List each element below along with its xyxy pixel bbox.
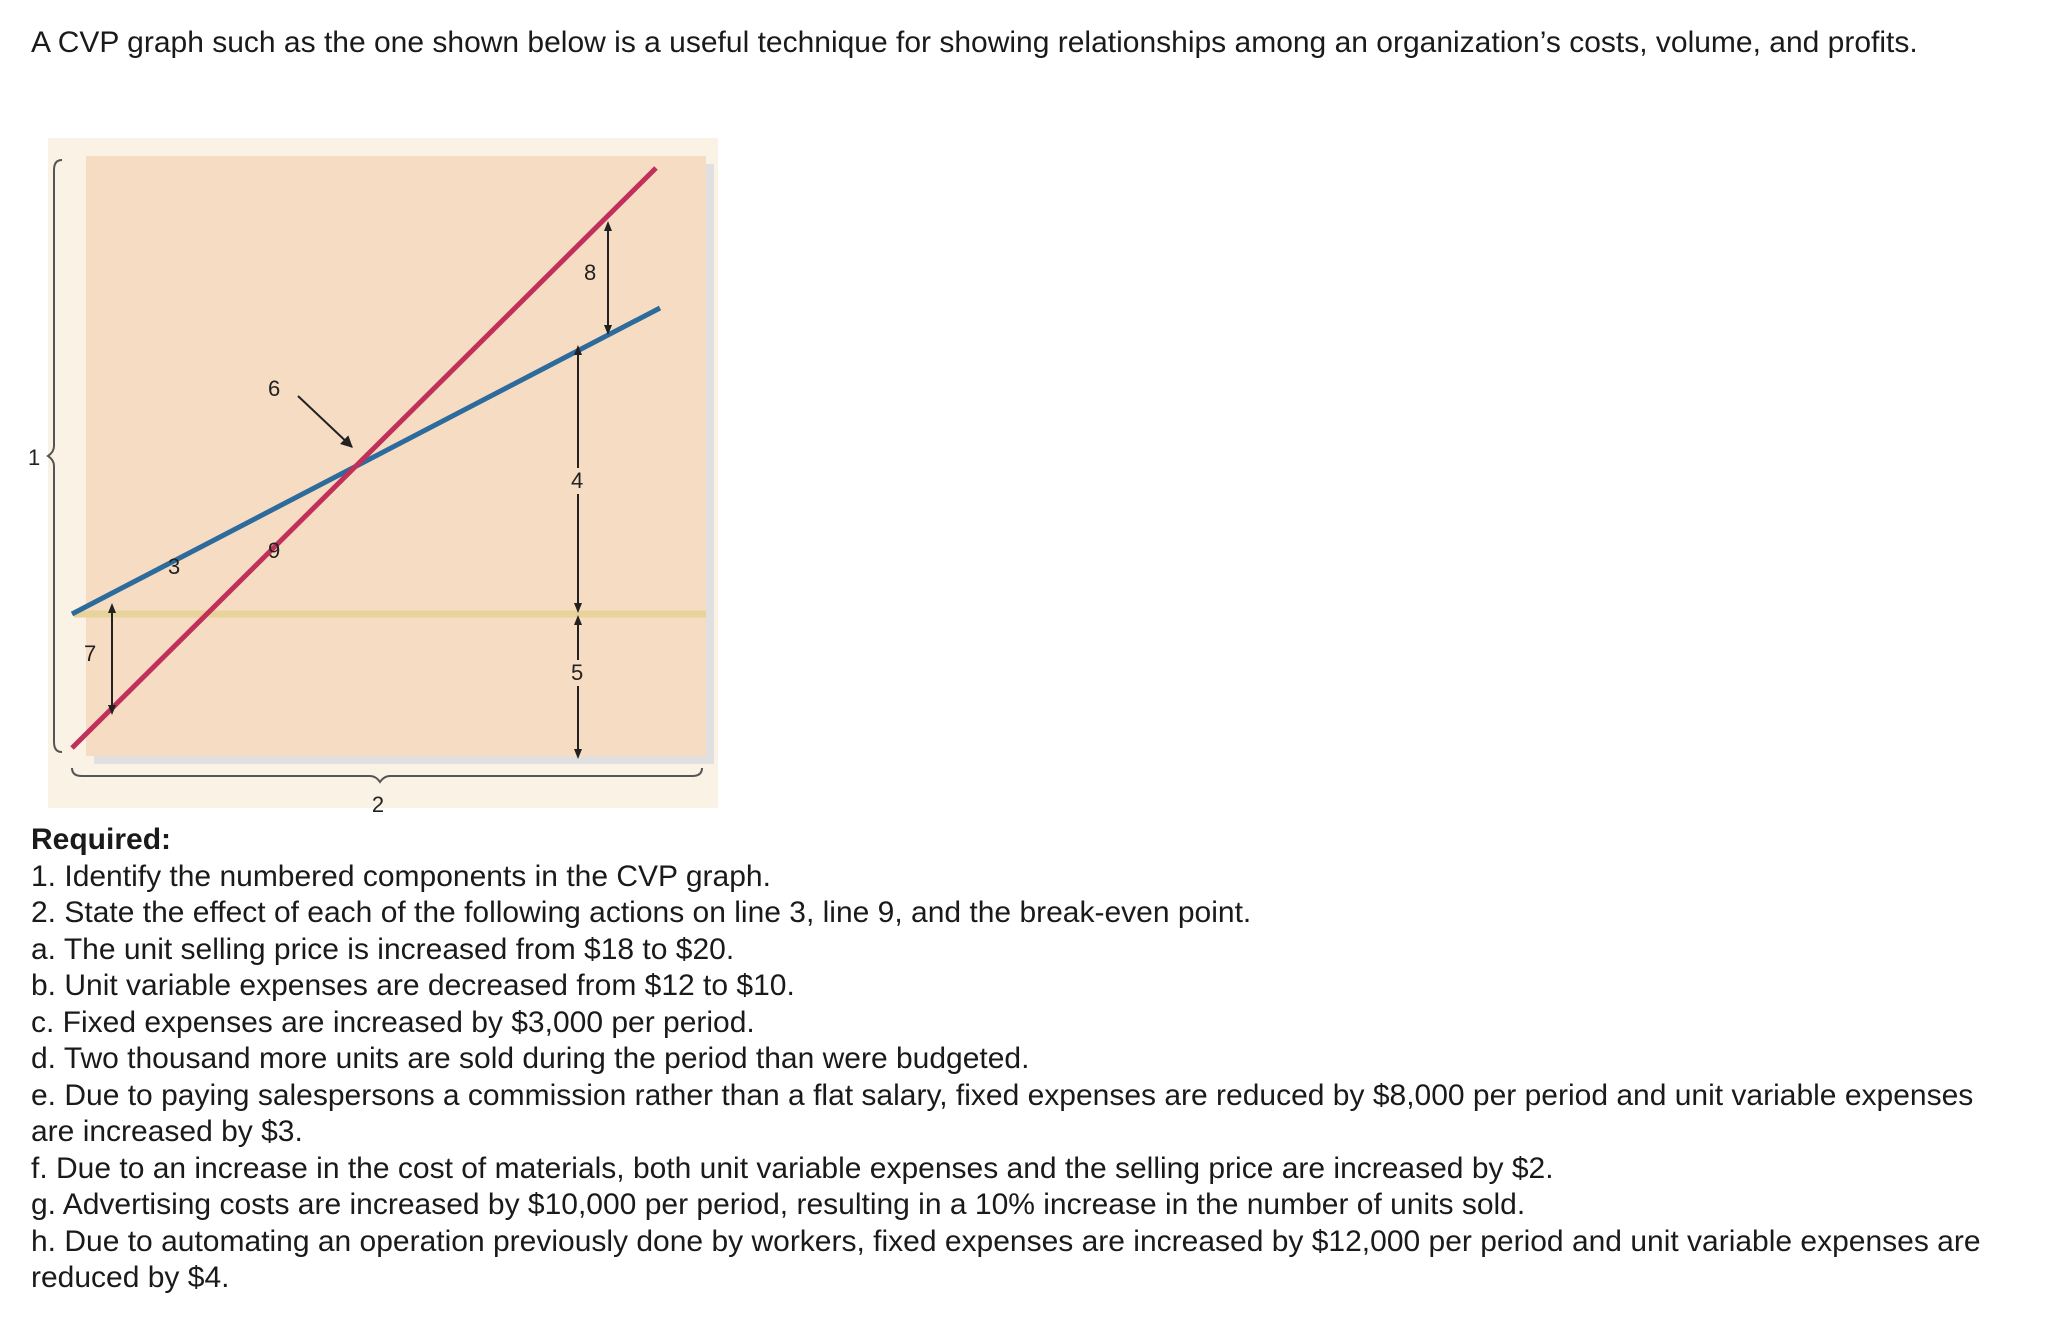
label-5: 5 [571, 660, 584, 685]
required-item: g. Advertising costs are increased by $10,000 per period, resulting in a 10% increase in the number of units sold. [31, 1188, 1526, 1221]
graph-shadow-right [706, 164, 714, 764]
label-9: 9 [268, 538, 281, 563]
label-7: 7 [84, 641, 97, 666]
label-6: 6 [268, 376, 281, 401]
label-8: 8 [584, 260, 597, 285]
required-section [31, 822, 1991, 1297]
graph-plot-area [86, 156, 706, 756]
cvp-graph-figure [0, 130, 740, 820]
label-1: 1 [28, 445, 41, 470]
required-item: b. Unit variable expenses are decreased from $12 to $10. [31, 969, 795, 1002]
required-item: 2. State the effect of each of the following actions on line 3, line 9, and the break-even point. [31, 896, 1252, 929]
label-2: 2 [371, 792, 385, 817]
intro-paragraph: A CVP graph such as the one shown below is a useful technique for showing relationships among an organization’s costs, volume, and profits. [31, 26, 1918, 59]
required-item: a. The unit selling price is increased from $18 to $20. [31, 932, 735, 966]
required-item: c. Fixed expenses are increased by $3,000 per period. [31, 1005, 755, 1039]
required-item: 1. Identify the numbered components in the CVP graph. [31, 859, 771, 893]
required-item: e. Due to paying salespersons a commission rather than a flat salary, fixed expenses are reduced by $8,000 per period and unit variable expenses are increased by $3. [31, 1078, 1974, 1148]
required-item: d. Two thousand more units are sold during the period than were budgeted. [31, 1042, 1030, 1075]
required-heading: Required: [31, 823, 172, 856]
graph-shadow-bottom [94, 756, 714, 764]
label-3: 3 [168, 554, 181, 579]
label-4: 4 [571, 468, 584, 493]
cvp-graph-svg [0, 130, 740, 820]
required-item: h. Due to automating an operation previously done by workers, fixed expenses are increased by $12,000 per period and unit variable expenses are reduced by $4. [31, 1224, 1981, 1294]
required-item: f. Due to an increase in the cost of materials, both unit variable expenses and the selling price are increased by $2. [31, 1151, 1554, 1185]
